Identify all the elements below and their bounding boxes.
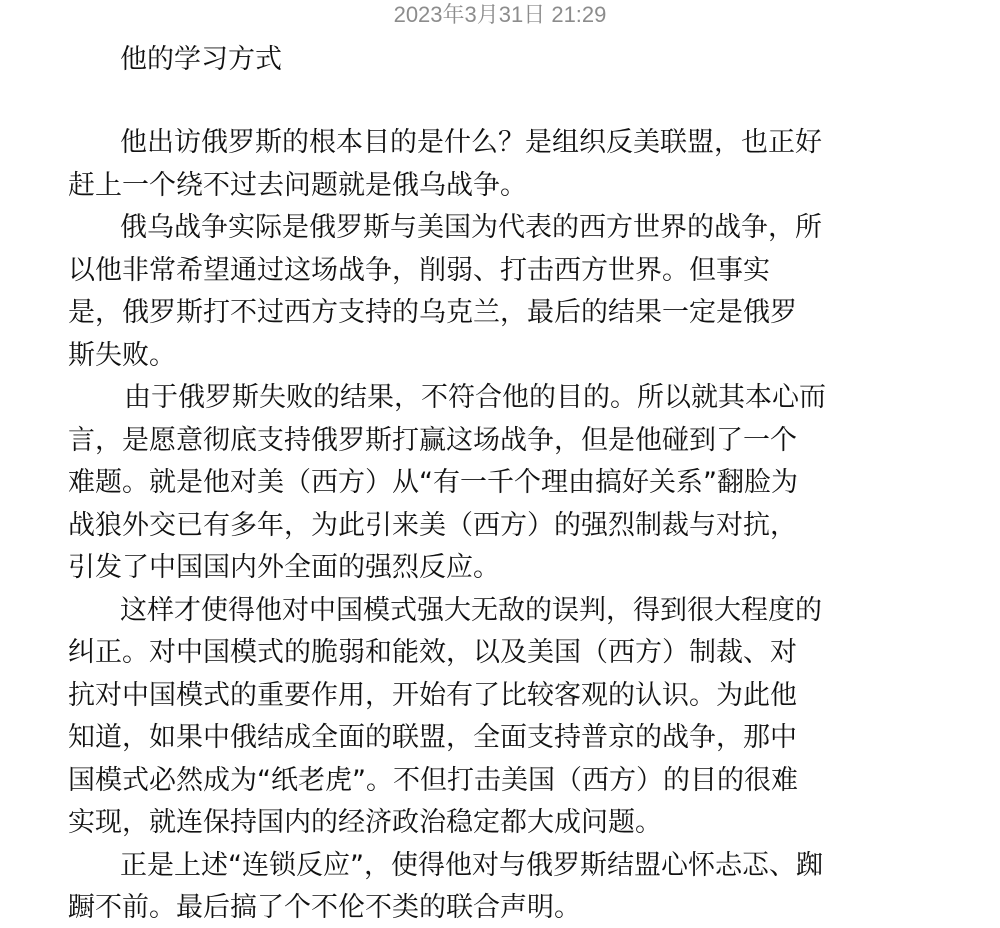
paragraph-line: 由于俄罗斯失败的结果，不符合他的目的。所以就其本心而 <box>124 382 826 413</box>
paragraph-line: 俄乌战争实际是俄罗斯与美国为代表的西方世界的战争，所 <box>120 212 822 243</box>
paragraph-line: 以他非常希望通过这场战争，削弱、打击西方世界。但事实 <box>68 255 770 286</box>
paragraph-line: 赶上一个绕不过去问题就是俄乌战争。 <box>68 170 527 201</box>
paragraph-line: 战狼外交已有多年，为此引来美（西方）的强烈制裁与对抗， <box>68 510 797 541</box>
paragraph-line: 正是上述“连锁反应”，使得他对与俄罗斯结盟心怀忐忑、踟 <box>120 850 823 881</box>
paragraph-line: 是，俄罗斯打不过西方支持的乌克兰，最后的结果一定是俄罗 <box>68 297 797 328</box>
paragraph-line: 实现，就连保持国内的经济政治稳定都大成问题。 <box>68 807 662 838</box>
paragraph-line: 蹰不前。最后搞了个不伦不类的联合声明。 <box>68 892 581 923</box>
paragraph-line: 这样才使得他对中国模式强大无敌的误判，得到很大程度的 <box>120 595 822 626</box>
paragraph-line: 纠正。对中国模式的脆弱和能效，以及美国（西方）制裁、对 <box>68 637 797 668</box>
paragraph-line: 国模式必然成为“纸老虎”。不但打击美国（西方）的目的很难 <box>68 765 798 796</box>
note-title: 他的学习方式 <box>120 44 282 75</box>
paragraph-line: 知道，如果中俄结成全面的联盟，全面支持普京的战争，那中 <box>68 722 797 753</box>
paragraph-line: 引发了中国国内外全面的强烈反应。 <box>68 552 500 583</box>
paragraph-line: 抗对中国模式的重要作用，开始有了比较客观的认识。为此他 <box>68 680 797 711</box>
note-timestamp: 2023年3月31日 21:29 <box>393 2 607 27</box>
paragraph-line: 难题。就是他对美（西方）从“有一千个理由搞好关系”翻脸为 <box>68 467 798 498</box>
paragraph-line: 言，是愿意彻底支持俄罗斯打赢这场战争，但是他碰到了一个 <box>68 425 797 456</box>
paragraph-line: 他出访俄罗斯的根本目的是什么？是组织反美联盟，也正好 <box>120 127 822 158</box>
paragraph-line: 斯失败。 <box>68 340 176 371</box>
